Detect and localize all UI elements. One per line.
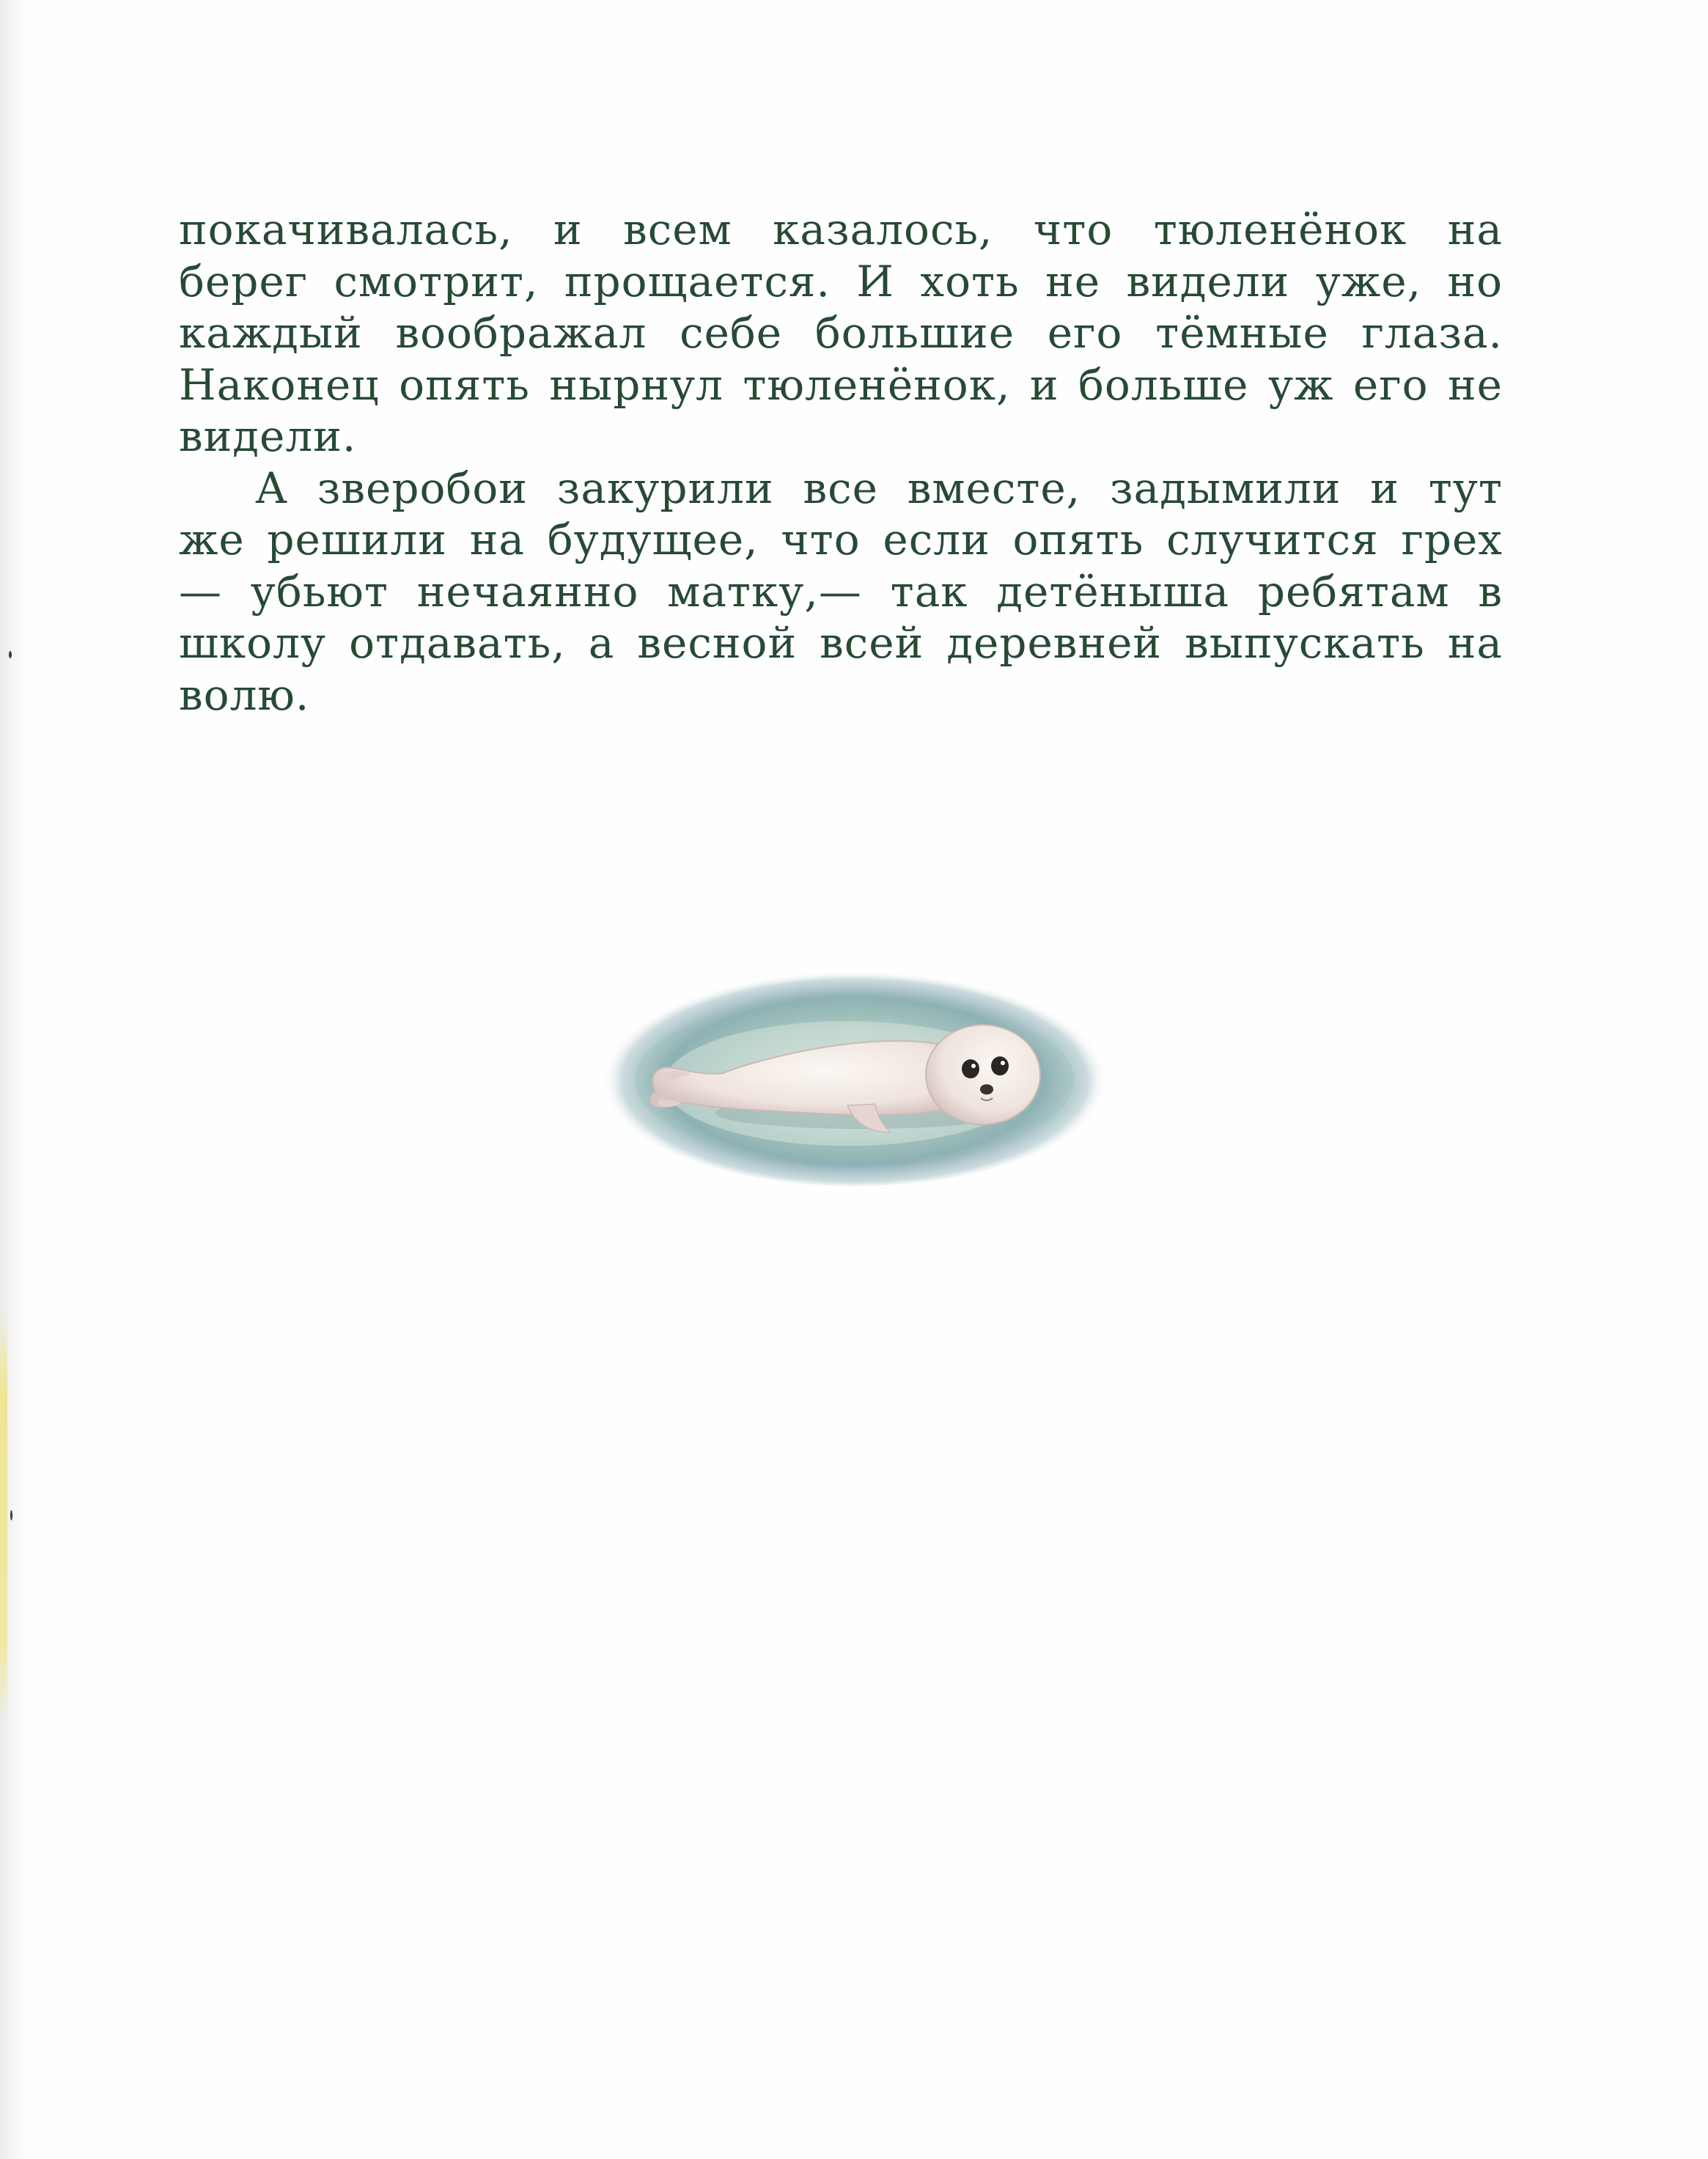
page-edge-tint — [0, 1312, 7, 1723]
paragraph-2: А зверобои закурили все вместе, задымили и тут же решили на будущее, что если опять случится грех — убьют нечаянно матку,— так детёныша ребятам в школу отдавать, а весной всей деревней выпускать на волю. — [179, 463, 1503, 720]
print-speck — [9, 651, 12, 658]
print-speck — [10, 1510, 12, 1520]
paragraph-1: покачивалась, и всем казалось, что тюленёнок на берег смотрит, прощается. И хоть не видели уже, но каждый воображал себе большие его тёмные глаза. Наконец опять нырнул тюленёнок, и больше уж его не видели. — [179, 205, 1503, 461]
seal-nose-icon — [980, 1084, 993, 1095]
seal-head — [926, 1025, 1040, 1125]
seal-eye-right-icon — [991, 1056, 1009, 1075]
page-gutter-shadow — [0, 0, 26, 2159]
seal-eye-left-icon — [962, 1059, 979, 1078]
seal-pup-illustration — [598, 959, 1111, 1193]
story-text — [179, 204, 1503, 721]
